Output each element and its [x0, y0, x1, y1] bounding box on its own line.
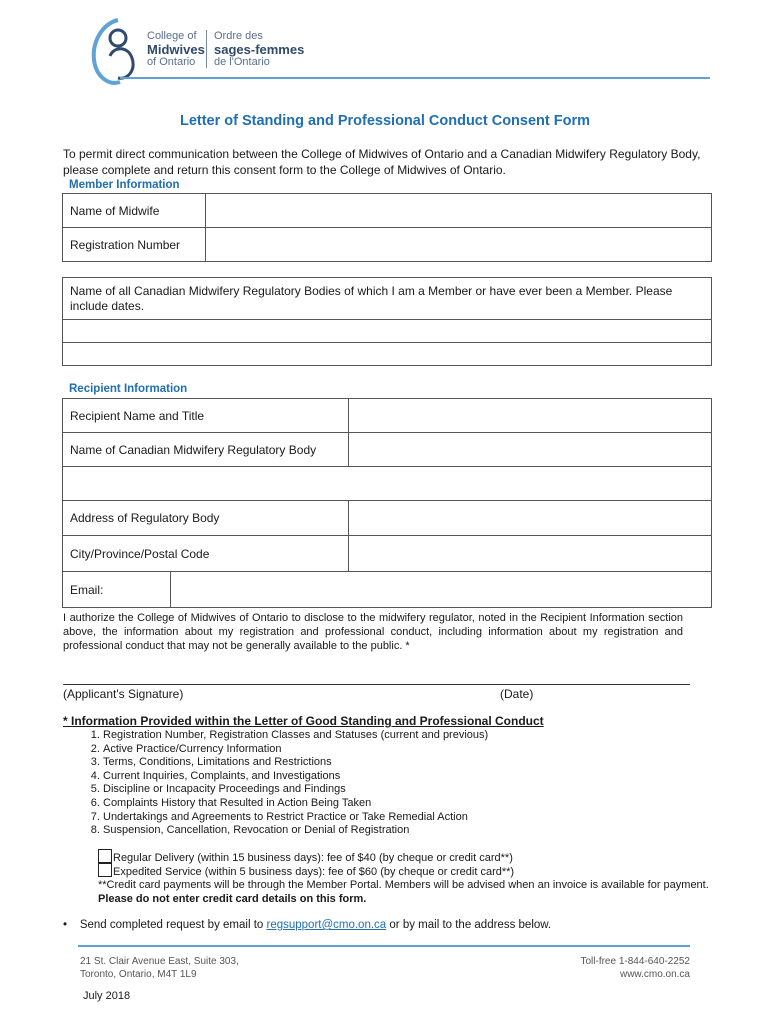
- email-table: [62, 571, 712, 608]
- list-item: 8. Suspension, Cancellation, Revocation or Denial of Registration: [103, 824, 488, 838]
- footer-website[interactable]: www.cmo.on.ca: [619, 969, 690, 980]
- midwife-name-label: Name of Midwife: [63, 194, 206, 228]
- footer-contact: [580, 955, 690, 981]
- expedited-service-option[interactable]: [98, 863, 514, 878]
- list-item: 1. Registration Number, Registration Classes and Statuses (current and previous): [103, 729, 488, 743]
- header-rule: [120, 77, 710, 79]
- regulatory-body-name-field[interactable]: [349, 433, 712, 467]
- regular-delivery-option[interactable]: [98, 849, 513, 864]
- date-label: (Date): [500, 687, 534, 701]
- recipient-section-label: Recipient Information: [69, 383, 188, 395]
- regulatory-bodies-label: Name of all Canadian Midwifery Regulatory Bodies of which I am a Member or have ever been a Member. Please include dates.: [63, 278, 712, 320]
- city-province-postal-field[interactable]: [349, 536, 712, 572]
- authorization-text: I authorize the College of Midwives of Ontario to disclose to the midwifery regulator, noted in the Recipient Information section above, the information about my registration and professional conduct, including information about my registration and professional conduct that may not be generally available to the public. *: [63, 612, 683, 652]
- address-label: Address of Regulatory Body: [63, 501, 349, 536]
- logo-divider: [206, 30, 207, 68]
- registration-number-label: Registration Number: [63, 228, 206, 262]
- footer-address-line-1: 21 St. Clair Avenue East, Suite 303,: [80, 956, 239, 967]
- form-title: Letter of Standing and Professional Conduct Consent Form: [179, 113, 591, 129]
- intro-text: To permit direct communication between the College of Midwives of Ontario and a Canadian Midwifery Regulatory Body, please complete and return this consent form to the College of Midwives of Ontario.: [63, 147, 701, 177]
- regulatory-body-name-label: Name of Canadian Midwifery Regulatory Body: [63, 433, 349, 467]
- list-item: 6. Complaints History that Resulted in Action Being Taken: [103, 797, 488, 811]
- list-item: 3. Terms, Conditions, Limitations and Restrictions: [103, 756, 488, 770]
- footer-phone: Toll-free 1-844-640-2252: [580, 956, 690, 967]
- member-section-label: Member Information: [69, 179, 180, 191]
- expedited-service-label: Expedited Service (within 5 business days): fee of $60 (by cheque or credit card**): [113, 866, 515, 878]
- address-field[interactable]: [349, 501, 712, 536]
- info-list: [63, 729, 488, 838]
- send-suffix: or by mail to the address below.: [389, 919, 552, 931]
- email-link[interactable]: regsupport@cmo.on.ca: [266, 919, 387, 931]
- city-province-postal-label: City/Province/Postal Code: [63, 536, 349, 572]
- list-item: 4. Current Inquiries, Complaints, and Investigations: [103, 770, 488, 784]
- list-item: 7. Undertakings and Agreements to Restrict Practice or Take Remedial Action: [103, 811, 488, 825]
- list-item: 2. Active Practice/Currency Information: [103, 743, 488, 757]
- send-prefix: Send completed request by email to: [79, 919, 264, 931]
- credit-card-note: [98, 878, 713, 906]
- footer-address: [80, 955, 239, 981]
- regulatory-body-field-1[interactable]: [63, 320, 712, 343]
- send-instructions: [63, 919, 551, 931]
- applicant-signature-label: (Applicant's Signature): [63, 687, 184, 701]
- date-stamp: July 2018: [83, 990, 131, 1002]
- bullet-icon: •: [63, 919, 68, 931]
- registration-number-field[interactable]: [206, 228, 712, 262]
- credit-card-warning: Please do not enter credit card details on this form.: [98, 893, 367, 905]
- recipient-name-field[interactable]: [349, 399, 712, 433]
- signature-line[interactable]: [63, 684, 690, 685]
- info-heading: * Information Provided within the Letter of Good Standing and Professional Conduct: [63, 714, 544, 728]
- regular-delivery-checkbox[interactable]: [98, 849, 112, 863]
- regulatory-body-name-continued-field[interactable]: [63, 467, 712, 501]
- recipient-table: [62, 398, 712, 572]
- logo-french: Ordre des sages-femmes de l'Ontario: [214, 30, 305, 68]
- midwife-name-field[interactable]: [206, 194, 712, 228]
- email-field[interactable]: [171, 572, 712, 608]
- logo-english: College of Midwives of Ontario: [147, 30, 205, 68]
- footer-address-line-2: Toronto, Ontario, M4T 1L9: [80, 969, 197, 980]
- regular-delivery-label: Regular Delivery (within 15 business days): fee of $40 (by cheque or credit card**): [113, 852, 513, 864]
- expedited-service-checkbox[interactable]: [98, 863, 112, 877]
- member-table: [62, 193, 712, 262]
- recipient-name-label: Recipient Name and Title: [63, 399, 349, 433]
- regulatory-bodies-table: [62, 277, 712, 366]
- credit-card-note-text: **Credit card payments will be through the Member Portal. Members will be advised when an invoice is available for payment.: [98, 879, 709, 891]
- regulatory-body-field-2[interactable]: [63, 343, 712, 366]
- email-label: Email:: [63, 572, 171, 608]
- list-item: 5. Discipline or Incapacity Proceedings and Findings: [103, 783, 488, 797]
- footer-rule: [78, 945, 690, 947]
